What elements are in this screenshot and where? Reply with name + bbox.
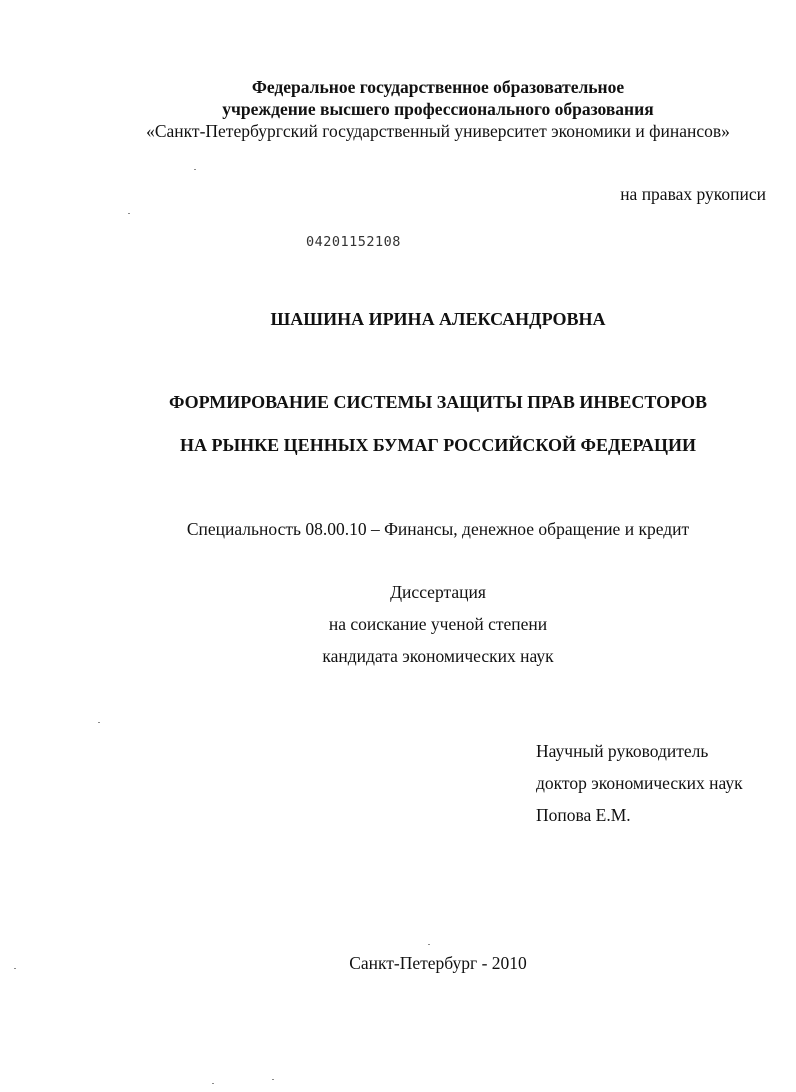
dissertation-title-line-1: ФОРМИРОВАНИЕ СИСТЕМЫ ЗАЩИТЫ ПРАВ ИНВЕСТОРОВ (168, 392, 708, 412)
manuscript-note: на правах рукописи (620, 184, 766, 204)
specialty: Специальность 08.00.10 – Финансы, денежное обращение и кредит (186, 519, 690, 539)
institution-line-2: учреждение высшего профессионального образования (222, 99, 654, 119)
institution-line-1: Федеральное государственное образовательное (251, 77, 625, 97)
author-name: ШАШИНА ИРИНА АЛЕКСАНДРОВНА (270, 309, 606, 329)
supervisor-label: Научный руководитель (536, 741, 709, 761)
scan-speck (128, 213, 130, 214)
scan-speck (14, 968, 16, 969)
degree-purpose: на соискание ученой степени (328, 614, 548, 634)
catalog-code: 04201152108 (306, 234, 401, 250)
dissertation-label: Диссертация (390, 582, 486, 602)
scan-speck (98, 722, 100, 723)
scan-speck (212, 1083, 214, 1084)
scan-speck (428, 944, 430, 945)
degree-name: кандидата экономических наук (322, 646, 554, 666)
dissertation-title-line-2: НА РЫНКЕ ЦЕННЫХ БУМАГ РОССИЙСКОЙ ФЕДЕРАЦИИ (179, 435, 697, 455)
university-name: «Санкт-Петербургский государственный университет экономики и финансов» (146, 121, 730, 141)
scan-speck (272, 1079, 274, 1080)
supervisor-name: Попова Е.М. (536, 805, 631, 825)
place-and-year: Санкт-Петербург - 2010 (349, 953, 527, 973)
scan-speck (194, 169, 196, 170)
supervisor-degree: доктор экономических наук (536, 773, 743, 793)
